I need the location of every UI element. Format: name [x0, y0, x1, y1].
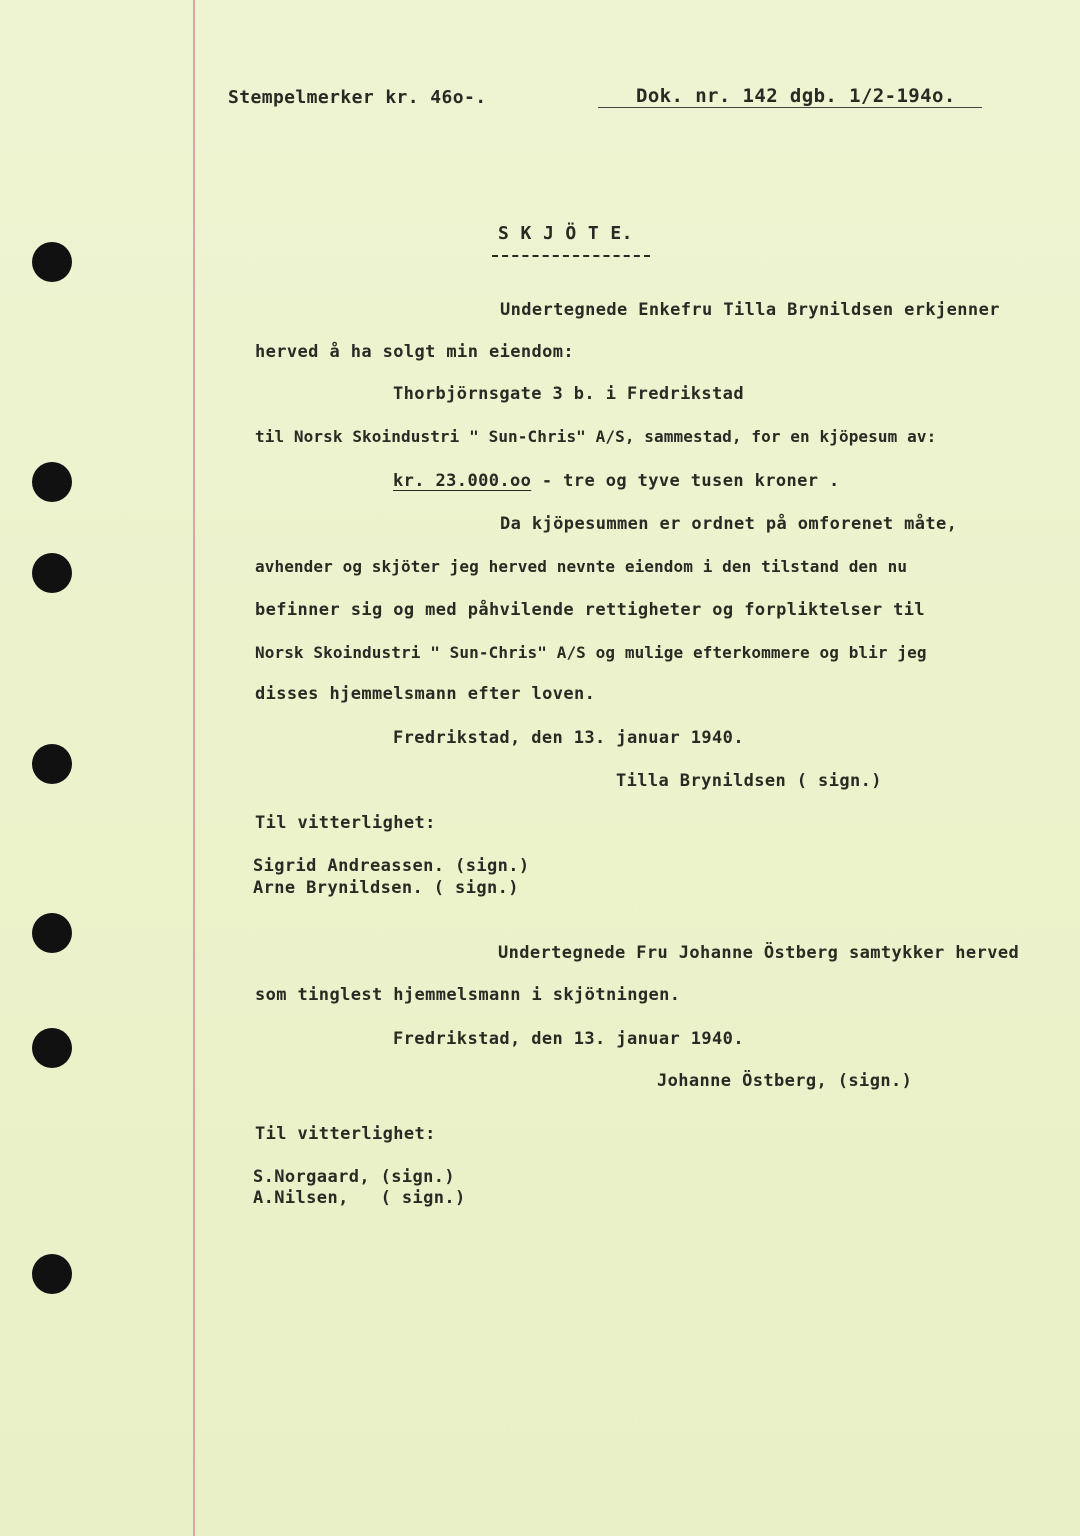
witness-heading: Til vitterlighet: [255, 813, 436, 833]
title-underline [492, 255, 650, 257]
signature-seller: Tilla Brynildsen ( sign.) [616, 771, 882, 791]
purchase-amount-line [393, 471, 840, 491]
place-date: Fredrikstad, den 13. januar 1940. [393, 728, 744, 748]
punch-hole [32, 1254, 72, 1294]
text-line: Undertegnede Enkefru Tilla Brynildsen erkjenner [500, 300, 1000, 320]
punch-hole [32, 913, 72, 953]
text-line: Norsk Skoindustri " Sun-Chris" A/S og mulige efterkommere og blir jeg [255, 643, 927, 662]
red-margin-line [193, 0, 195, 1536]
witness-signature: A.Nilsen, ( sign.) [253, 1188, 466, 1208]
text-line: til Norsk Skoindustri " Sun-Chris" A/S, sammestad, for en kjöpesum av: [255, 427, 937, 446]
purchase-amount: kr. 23.000.oo [393, 471, 532, 491]
punch-hole [32, 462, 72, 502]
punch-hole [32, 744, 72, 784]
text-line: befinner sig og med påhvilende rettigheter og forpliktelser til [255, 600, 925, 620]
witness-heading: Til vitterlighet: [255, 1124, 436, 1144]
witness-signature: S.Norgaard, (sign.) [253, 1167, 456, 1187]
punch-hole [32, 553, 72, 593]
stamp-note: Stempelmerker kr. 46o-. [228, 87, 487, 108]
punch-hole [32, 1028, 72, 1068]
punch-hole [32, 242, 72, 282]
document-reference: Dok. nr. 142 dgb. 1/2-194o. [636, 85, 956, 107]
witness-signature: Arne Brynildsen. ( sign.) [253, 878, 519, 898]
text-line: som tinglest hjemmelsmann i skjötningen. [255, 985, 681, 1005]
text-line: herved å ha solgt min eiendom: [255, 342, 575, 362]
place-date: Fredrikstad, den 13. januar 1940. [393, 1029, 744, 1049]
text-line: avhender og skjöter jeg herved nevnte eiendom i den tilstand den nu [255, 557, 908, 576]
signature-consent: Johanne Östberg, (sign.) [657, 1071, 913, 1091]
text-line: Undertegnede Fru Johanne Östberg samtykker herved [498, 943, 1020, 963]
document-title: S K J Ö T E. [498, 223, 633, 244]
text-line: disses hjemmelsmann efter loven. [255, 684, 596, 704]
text-line: Da kjöpesummen er ordnet på omforenet måte, [500, 514, 958, 534]
header-underline [598, 107, 982, 108]
purchase-amount-words: - tre og tyve tusen kroner . [531, 471, 840, 491]
witness-signature: Sigrid Andreassen. (sign.) [253, 856, 530, 876]
property-address: Thorbjörnsgate 3 b. i Fredrikstad [393, 384, 744, 404]
